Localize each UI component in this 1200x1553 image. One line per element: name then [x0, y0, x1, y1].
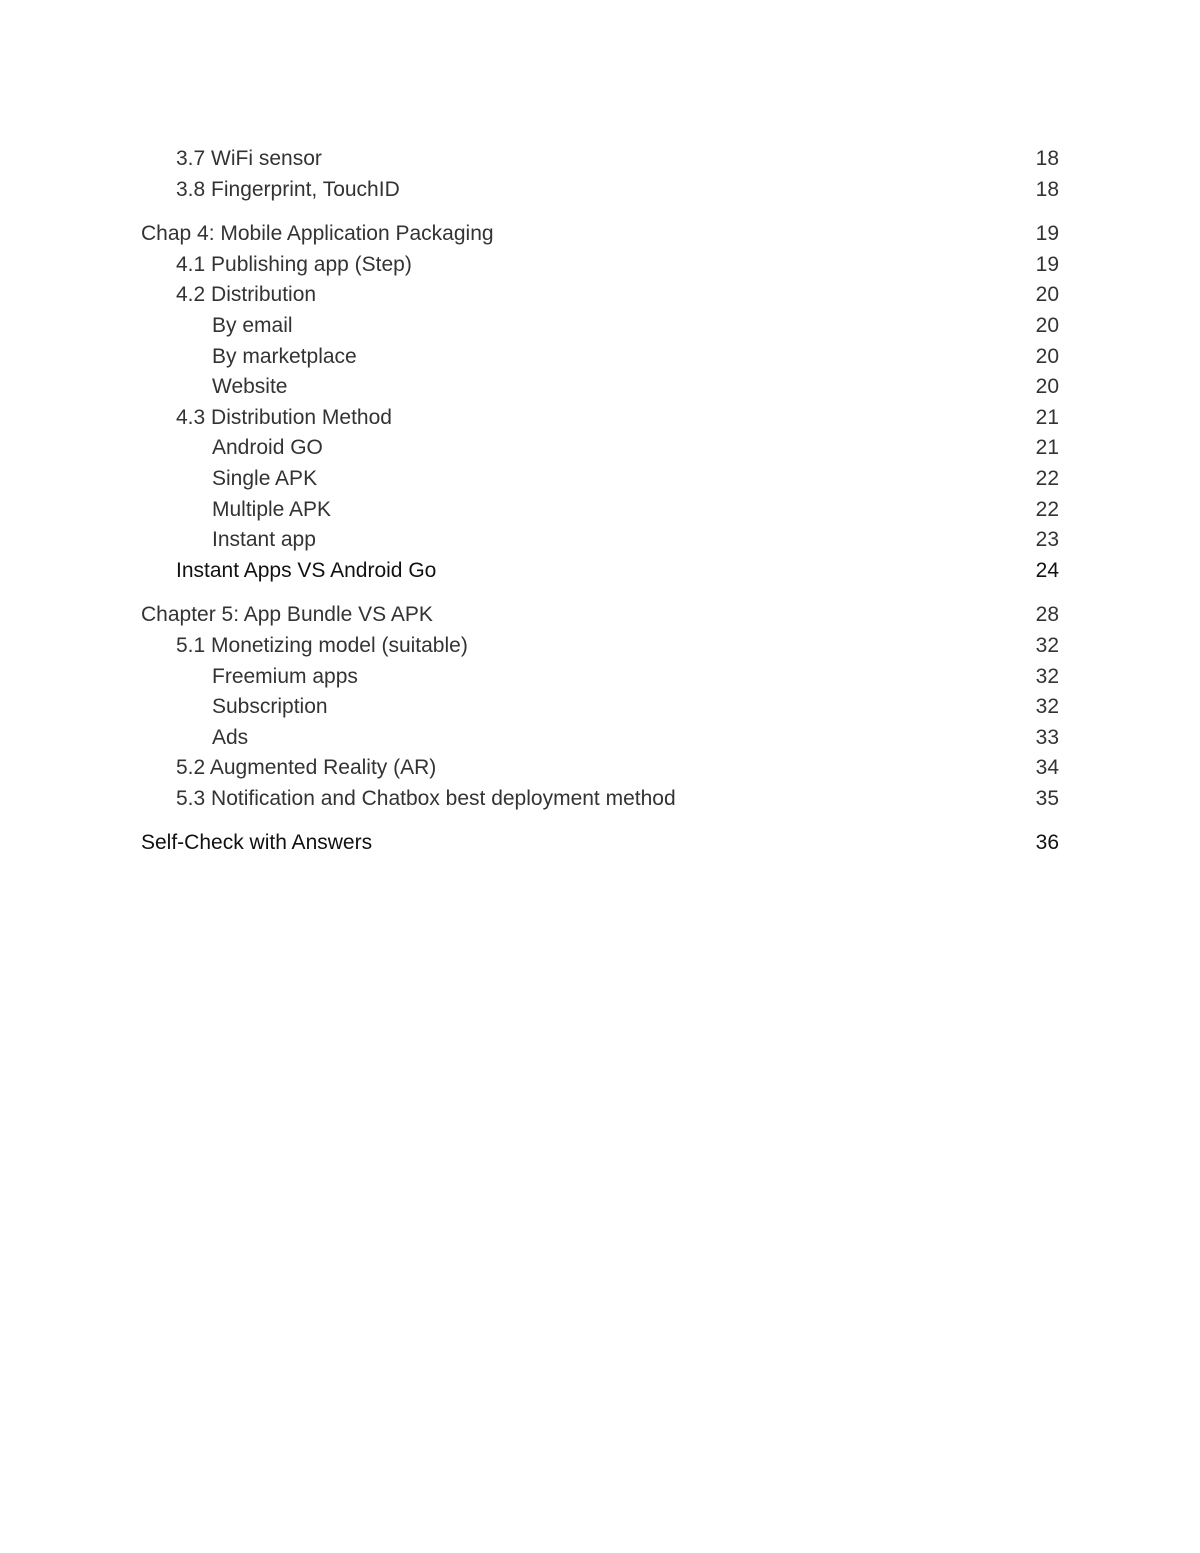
toc-chapter-entry[interactable]: [141, 600, 1059, 631]
toc-entry-page: 28: [1035, 603, 1059, 627]
toc-entry[interactable]: [141, 372, 1059, 403]
toc-entry-page: 34: [1035, 756, 1059, 780]
toc-entry-title: 5.1 Monetizing model (suitable): [176, 633, 468, 657]
toc-entry-page: 32: [1035, 664, 1059, 688]
toc-entry-title: Ads: [212, 725, 249, 749]
toc-entry[interactable]: [141, 250, 1059, 281]
toc-entry-page: 32: [1035, 633, 1059, 657]
toc-entry[interactable]: [141, 692, 1059, 723]
toc-entry-title: 3.7 WiFi sensor: [176, 147, 322, 170]
toc-entry-title: 4.3 Distribution Method: [176, 405, 392, 429]
toc-entry-title: Android GO: [212, 436, 323, 460]
toc-entry-page: 35: [1035, 786, 1059, 810]
toc-entry-page: 22: [1035, 497, 1059, 521]
toc-entry-page: 33: [1035, 725, 1059, 749]
toc-entry-page: 24: [1035, 558, 1059, 582]
toc-entry-page: 21: [1035, 436, 1059, 460]
toc-entry-page: 21: [1035, 405, 1059, 429]
toc-entry-title: By email: [212, 313, 293, 337]
toc-entry-page: 22: [1035, 466, 1059, 490]
toc-entry-title: 4.2 Distribution: [176, 283, 317, 307]
toc-entry[interactable]: [141, 753, 1059, 784]
toc-entry-title: Multiple APK: [212, 497, 332, 521]
toc-entry-page: 19: [1035, 252, 1059, 276]
toc-entry-title: Instant Apps VS Android Go: [176, 558, 437, 582]
toc-entry-page: 19: [1035, 222, 1059, 246]
toc-entry-page: 32: [1035, 695, 1059, 719]
toc-entry[interactable]: [141, 662, 1059, 693]
toc-entry-title: 4.1 Publishing app (Step): [176, 252, 412, 276]
toc-entry-title: By marketplace: [212, 344, 357, 368]
toc-entry-title: Single APK: [212, 466, 318, 490]
toc-entry[interactable]: [141, 342, 1059, 373]
toc-chapter-entry[interactable]: [141, 219, 1059, 250]
toc-entry-page: 36: [1035, 831, 1059, 855]
toc-entry-title: Instant app: [212, 528, 316, 552]
toc-entry[interactable]: [141, 280, 1059, 311]
toc-entry-page: 18: [1035, 147, 1059, 170]
toc-entry[interactable]: [141, 495, 1059, 526]
toc-entry-title: Chapter 5: App Bundle VS APK: [141, 603, 433, 627]
toc-entry-page: 23: [1035, 528, 1059, 552]
toc-entry[interactable]: [141, 144, 1059, 175]
toc-chapter-entry[interactable]: [141, 828, 1059, 859]
toc-entry[interactable]: [141, 723, 1059, 754]
toc-entry-page: 20: [1035, 313, 1059, 337]
toc-entry-title: Freemium apps: [212, 664, 358, 688]
toc-entry[interactable]: [141, 403, 1059, 434]
toc-entry-page: 18: [1035, 177, 1059, 201]
toc-entry[interactable]: [141, 464, 1059, 495]
toc-entry[interactable]: [141, 631, 1059, 662]
toc-entry-page: 20: [1035, 375, 1059, 399]
table-of-contents: [141, 144, 1059, 859]
toc-entry-title: 5.3 Notification and Chatbox best deployment method: [176, 786, 676, 810]
toc-entry-page: 20: [1035, 283, 1059, 307]
toc-entry-page: 20: [1035, 344, 1059, 368]
toc-entry-title: 5.2 Augmented Reality (AR): [176, 756, 437, 780]
toc-entry-title: Chap 4: Mobile Application Packaging: [141, 222, 494, 246]
toc-entry-title: Website: [212, 375, 288, 399]
toc-entry[interactable]: [141, 556, 1059, 587]
toc-entry[interactable]: [141, 311, 1059, 342]
toc-entry[interactable]: [141, 433, 1059, 464]
toc-entry-title: Self-Check with Answers: [141, 831, 373, 855]
toc-entry-title: Subscription: [212, 695, 328, 719]
toc-entry-title: 3.8 Fingerprint, TouchID: [176, 177, 400, 201]
toc-entry[interactable]: [141, 784, 1059, 815]
toc-entry[interactable]: [141, 525, 1059, 556]
toc-entry[interactable]: [141, 175, 1059, 206]
